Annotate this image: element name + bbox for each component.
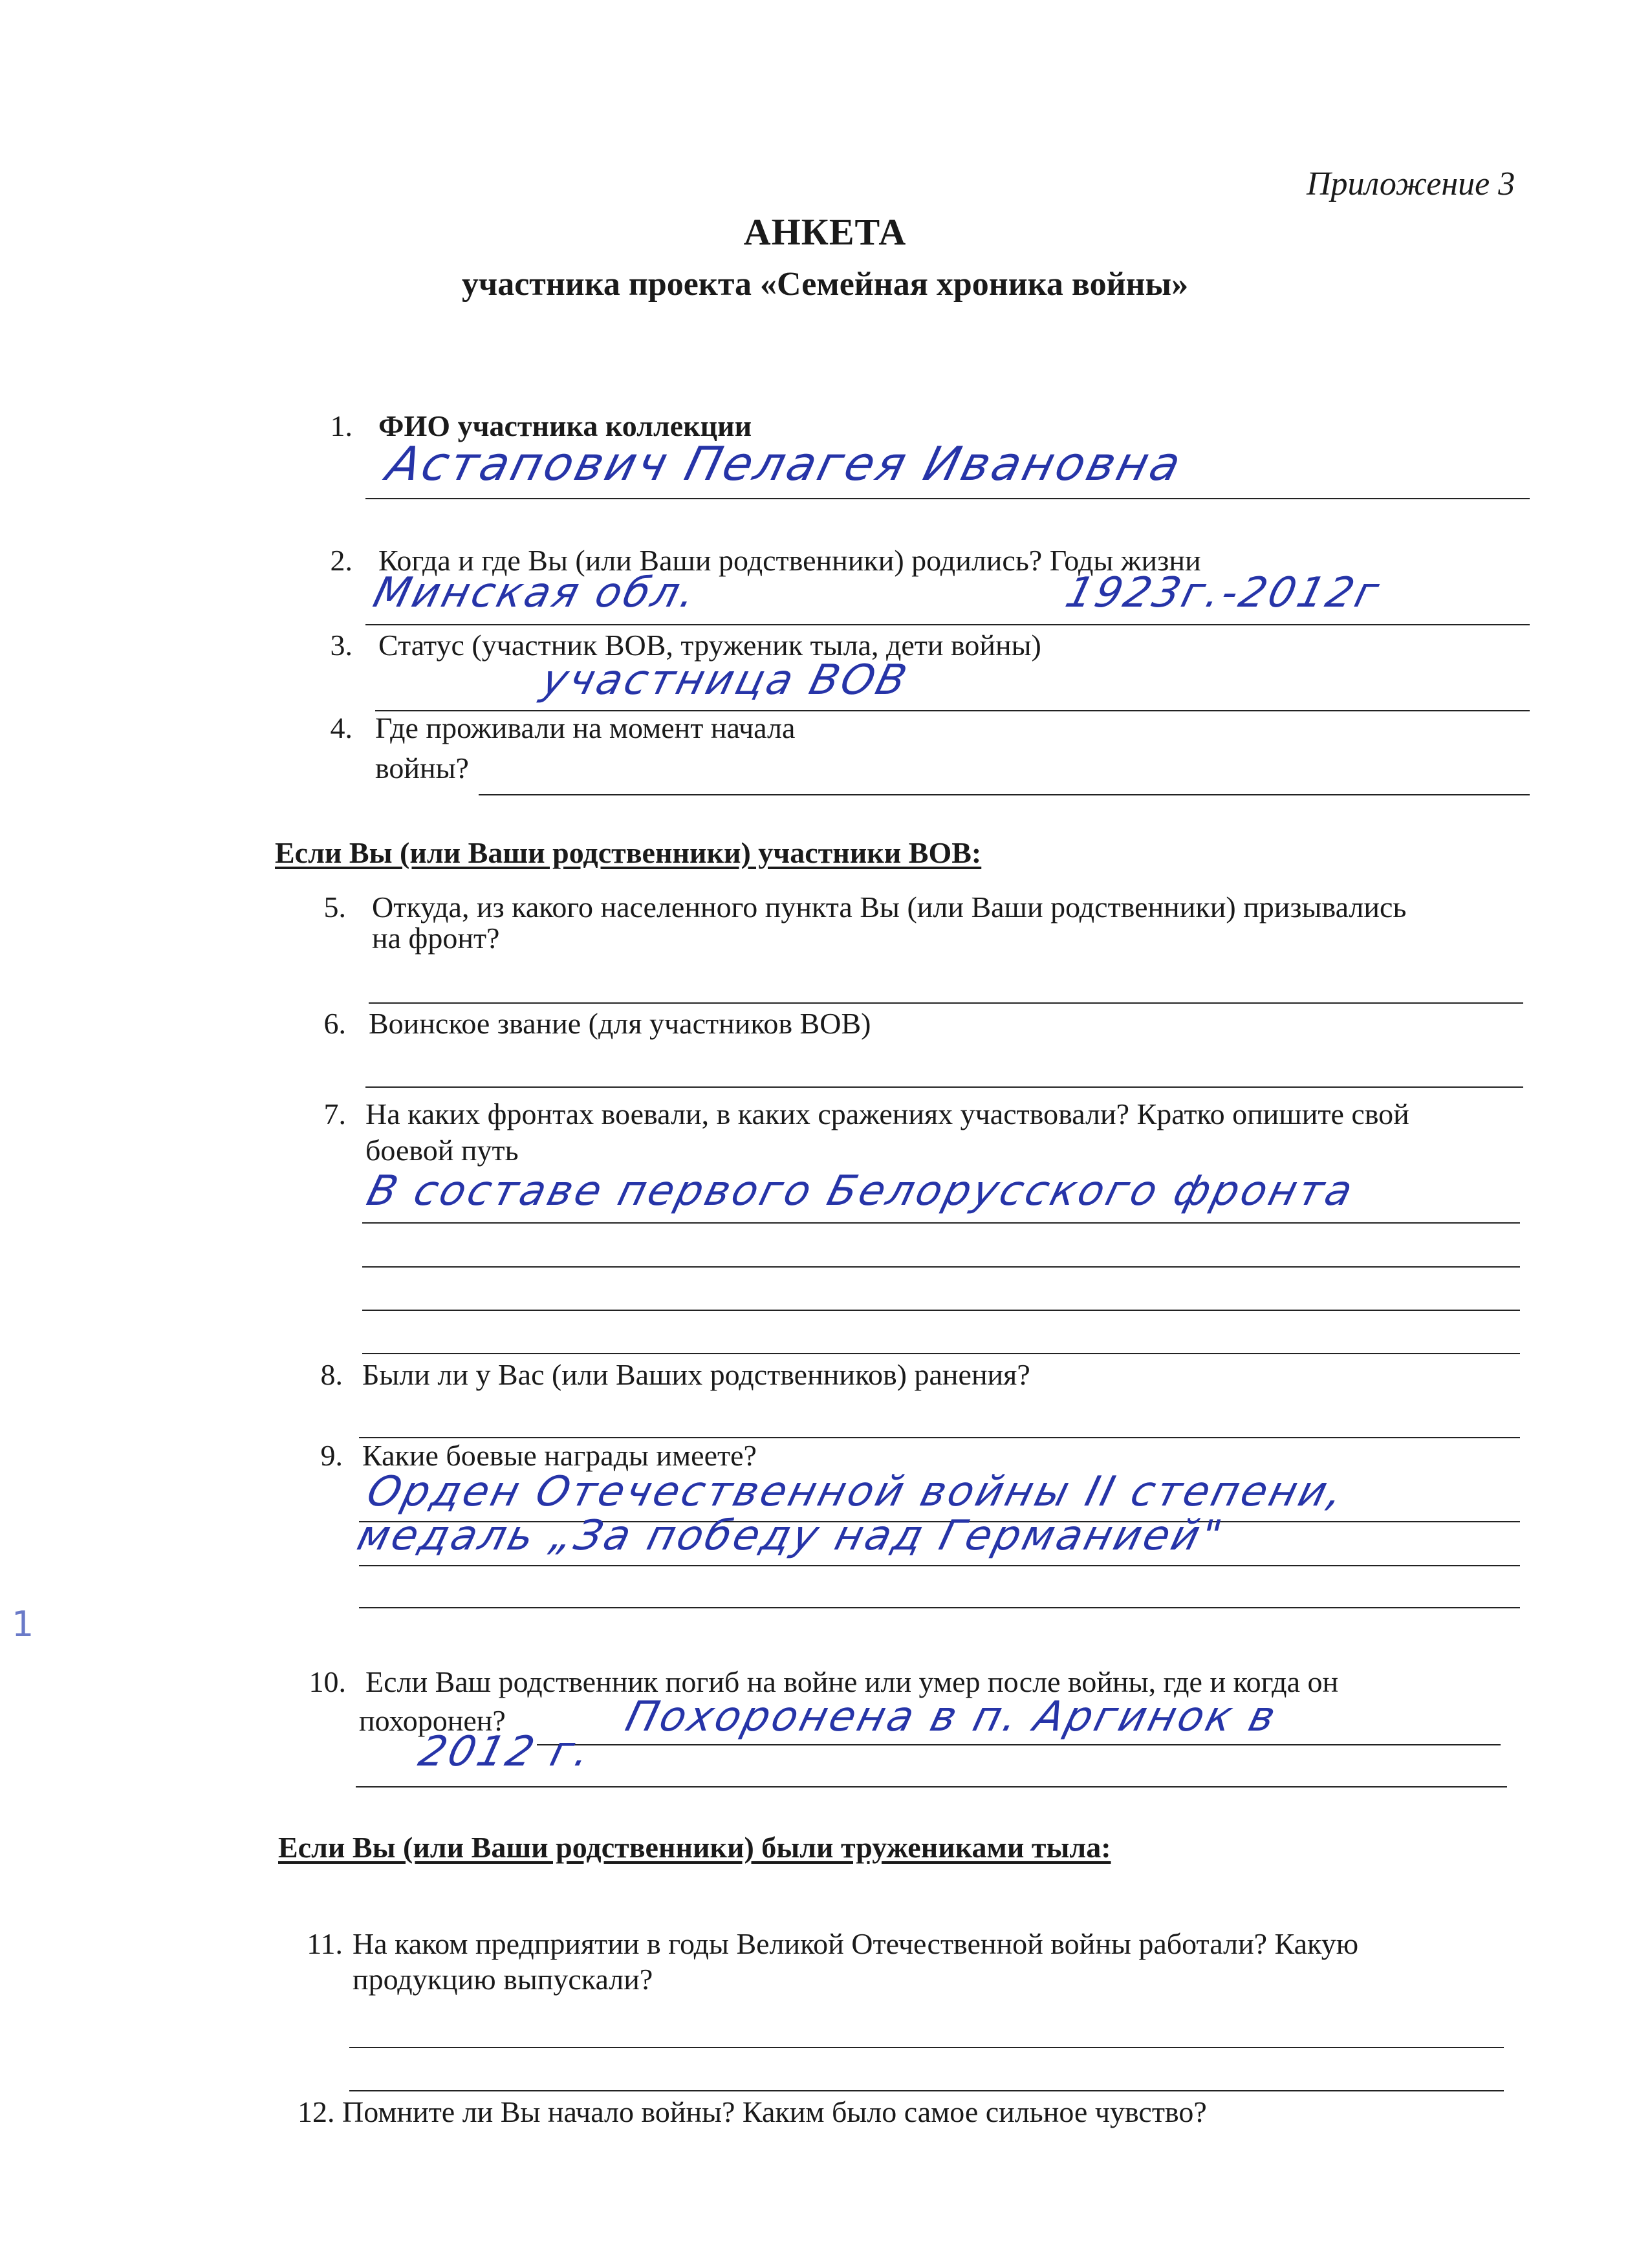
question-3-text: Статус (участник ВОВ, труженик тыла, дети войны) <box>378 629 1041 662</box>
question-number: 4. <box>330 711 353 744</box>
question-12-text: Помните ли Вы начало войны? Каким было самое сильное чувство? <box>342 2095 1207 2128</box>
question-number: 5. <box>323 891 346 923</box>
question-number: 9. <box>320 1439 343 1472</box>
question-number: 8. <box>320 1358 343 1391</box>
answer-line <box>362 1353 1520 1354</box>
question-12 <box>298 2092 1207 2132</box>
answer-10-burial-1: Похоронена в п. Аргинок в <box>621 1693 1283 1741</box>
answer-line <box>349 2090 1504 2091</box>
answer-9-award-2: медаль „За победу над Германией" <box>353 1512 1230 1560</box>
question-number: 10. <box>309 1665 346 1698</box>
answer-1-name: Астапович Пелагея Ивановна <box>382 437 1189 491</box>
question-5-text-cont: на фронт? <box>372 922 500 955</box>
answer-3-status: участница ВОВ <box>537 656 914 704</box>
answer-7-front: В составе первого Белорусского фронта <box>362 1167 1360 1215</box>
answer-line <box>365 498 1530 499</box>
answer-line <box>362 1266 1520 1268</box>
question-number: 2. <box>330 544 353 577</box>
answer-line <box>359 1565 1520 1566</box>
document-subtitle: участника проекта «Семейная хроника войны» <box>461 266 1189 303</box>
answer-line <box>356 1786 1507 1787</box>
question-5-text: Откуда, из какого населенного пункта Вы (или Ваши родственники) призывались <box>372 891 1407 923</box>
answer-line <box>537 1744 1501 1745</box>
answer-line <box>362 1222 1520 1224</box>
question-10-text: Если Ваш родственник погиб на войне или умер после войны, где и когда он <box>365 1665 1339 1698</box>
question-9-text: Какие боевые награды имеете? <box>362 1439 757 1472</box>
answer-9-award-1: Орден Отечественной войны II степени, <box>362 1468 1351 1516</box>
answer-line <box>359 1607 1520 1608</box>
answer-line <box>365 1086 1523 1088</box>
appendix-label: Приложение 3 <box>1307 166 1515 202</box>
answer-line <box>362 1310 1520 1311</box>
answer-line <box>349 2047 1504 2048</box>
question-number: 6. <box>323 1007 346 1040</box>
question-number: 12. <box>298 2095 335 2128</box>
question-7-text: На каких фронтах воевали, в каких сражениях участвовали? Кратко опишите свой <box>365 1097 1409 1130</box>
question-number: 11. <box>307 1927 343 1960</box>
margin-mark: 1 <box>12 1604 34 1645</box>
question-8-text: Были ли у Вас (или Ваших родственников) ранения? <box>362 1358 1030 1391</box>
question-10-text-cont: похоронен? <box>359 1704 506 1737</box>
answer-line <box>479 794 1530 795</box>
section-veterans-heading: Если Вы (или Ваши родственники) участники ВОВ: <box>275 836 982 869</box>
question-number: 3. <box>330 629 353 662</box>
question-4-text-cont: войны? <box>375 751 469 784</box>
document-title: АНКЕТА <box>743 211 907 253</box>
question-7-text-cont: боевой путь <box>365 1134 519 1167</box>
question-6-text: Воинское звание (для участников ВОВ) <box>369 1007 871 1040</box>
question-number: 1. <box>330 409 353 442</box>
answer-2-place: Минская обл. <box>369 569 703 617</box>
question-11-text: На каком предприятии в годы Великой Отечественной войны работали? Какую <box>353 1927 1359 1960</box>
question-4-text: Где проживали на момент начала <box>375 711 796 744</box>
answer-2-years: 1923г.-2012г <box>1061 569 1386 617</box>
question-1-text: ФИО участника коллекции <box>378 409 752 442</box>
question-11-text-cont: продукцию выпускали? <box>353 1963 653 1996</box>
question-number: 7. <box>323 1097 346 1130</box>
section-home-front-heading: Если Вы (или Ваши родственники) были тружениками тыла: <box>278 1831 1111 1864</box>
answer-10-burial-2: 2012 г. <box>414 1728 598 1776</box>
question-2-text: Когда и где Вы (или Ваши родственники) родились? Годы жизни <box>378 544 1201 577</box>
